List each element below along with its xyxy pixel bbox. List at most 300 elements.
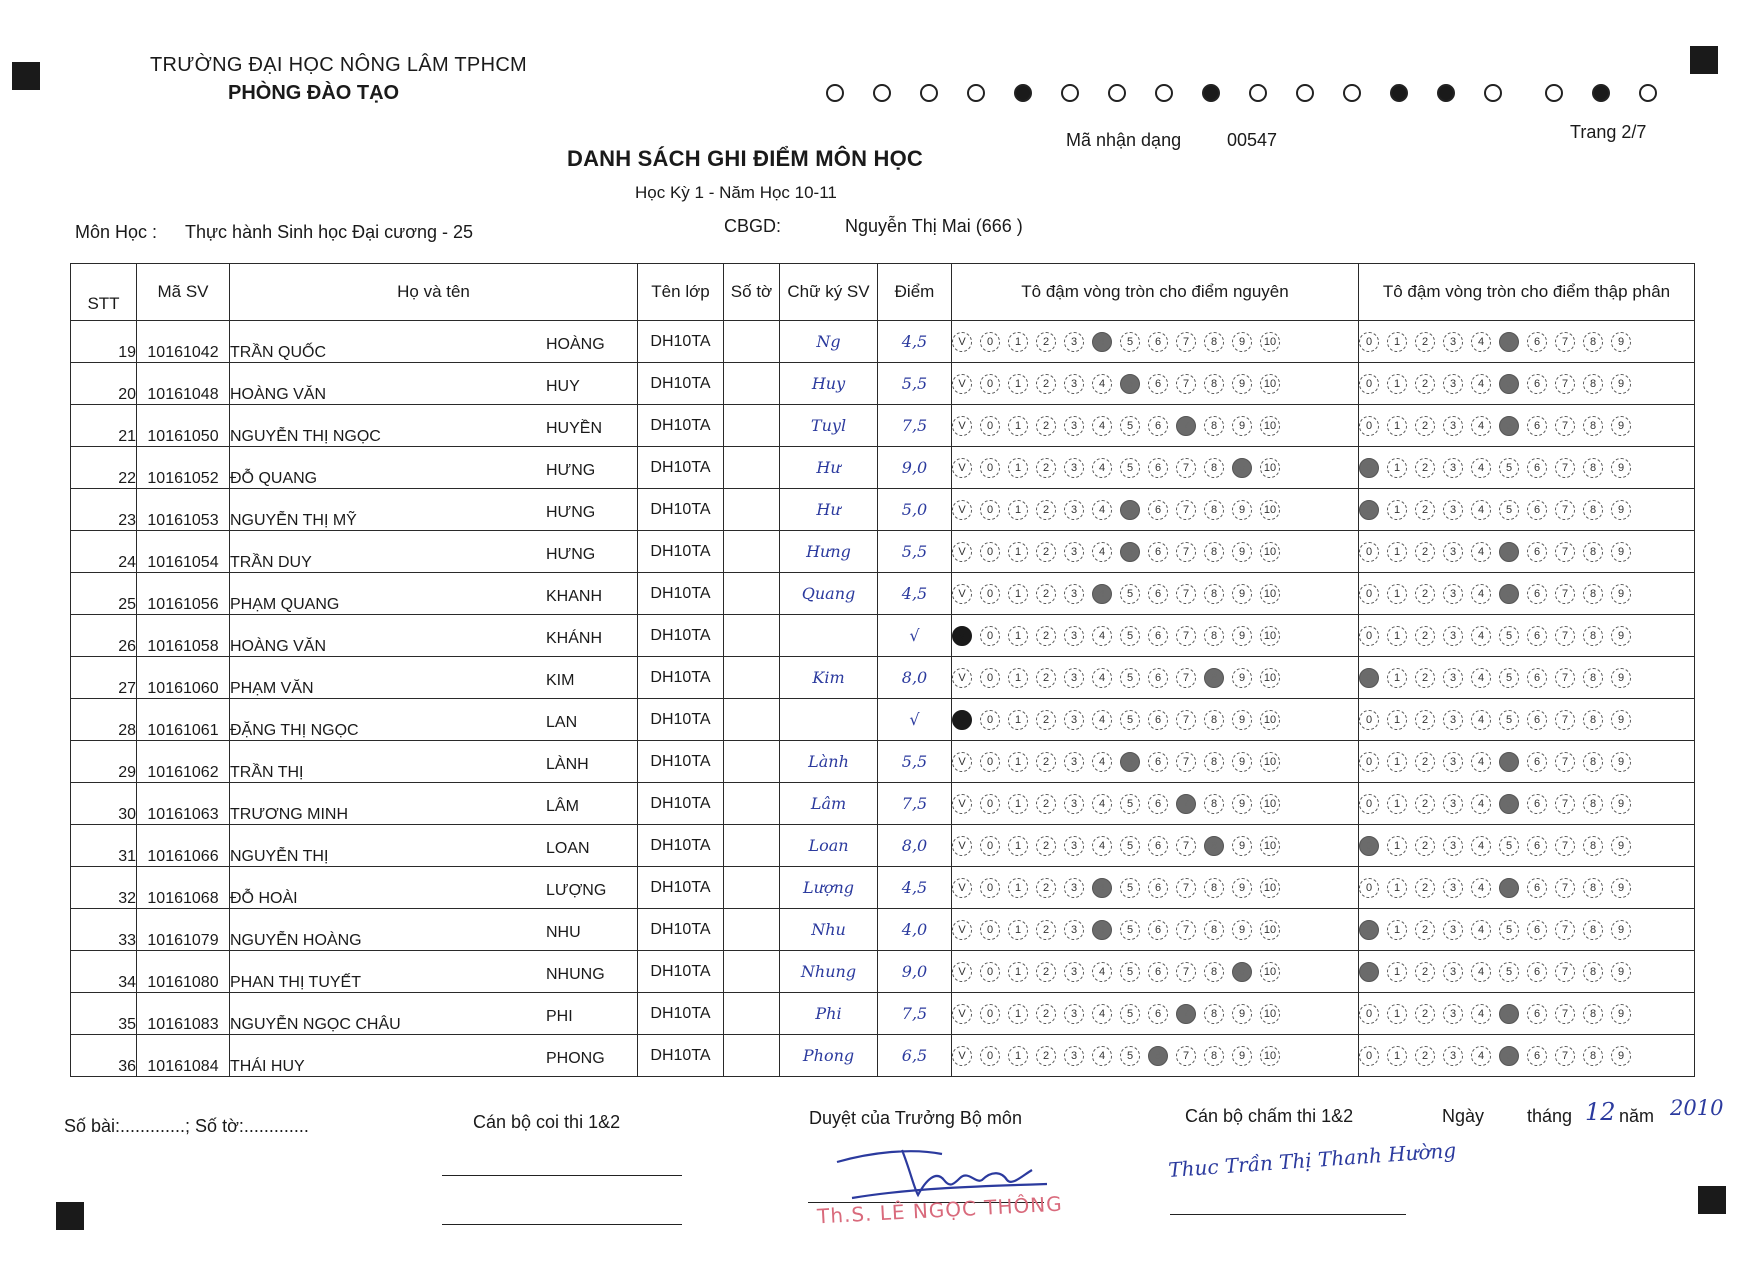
integer-bubble[interactable]: 1 bbox=[1008, 920, 1028, 940]
decimal-bubble[interactable]: 6 bbox=[1527, 836, 1547, 856]
integer-bubble[interactable]: 0 bbox=[980, 668, 1000, 688]
decimal-bubble[interactable]: 1 bbox=[1387, 500, 1407, 520]
integer-bubble[interactable]: 4 bbox=[1092, 584, 1112, 604]
integer-bubble[interactable]: 6 bbox=[1148, 794, 1168, 814]
decimal-bubble[interactable]: 2 bbox=[1415, 962, 1435, 982]
decimal-bubble[interactable]: 2 bbox=[1415, 710, 1435, 730]
integer-bubble[interactable]: 7 bbox=[1176, 500, 1196, 520]
decimal-bubble[interactable]: 2 bbox=[1415, 836, 1435, 856]
decimal-bubble[interactable]: 4 bbox=[1471, 920, 1491, 940]
integer-bubble[interactable]: 8 bbox=[1204, 836, 1224, 856]
decimal-bubble[interactable]: 7 bbox=[1555, 416, 1575, 436]
integer-bubble[interactable]: V bbox=[952, 710, 972, 730]
integer-bubble[interactable]: 8 bbox=[1204, 416, 1224, 436]
decimal-bubble[interactable]: 3 bbox=[1443, 332, 1463, 352]
integer-bubble[interactable]: 4 bbox=[1092, 710, 1112, 730]
integer-bubble[interactable]: V bbox=[952, 458, 972, 478]
decimal-bubble[interactable]: 0 bbox=[1359, 584, 1379, 604]
integer-bubble[interactable]: 1 bbox=[1008, 1004, 1028, 1024]
decimal-bubble[interactable]: 5 bbox=[1499, 584, 1519, 604]
decimal-bubble[interactable]: 1 bbox=[1387, 542, 1407, 562]
integer-bubble[interactable]: 7 bbox=[1176, 416, 1196, 436]
integer-bubble[interactable]: 0 bbox=[980, 500, 1000, 520]
decimal-bubble[interactable]: 8 bbox=[1583, 920, 1603, 940]
integer-bubble[interactable]: 8 bbox=[1204, 584, 1224, 604]
integer-bubble[interactable]: 10 bbox=[1260, 542, 1280, 562]
decimal-bubble[interactable]: 3 bbox=[1443, 584, 1463, 604]
integer-bubble[interactable]: 9 bbox=[1232, 332, 1252, 352]
decimal-bubble[interactable]: 8 bbox=[1583, 710, 1603, 730]
decimal-bubble[interactable]: 7 bbox=[1555, 668, 1575, 688]
integer-bubble[interactable]: 7 bbox=[1176, 752, 1196, 772]
decimal-bubble[interactable]: 0 bbox=[1359, 1046, 1379, 1066]
integer-bubble[interactable]: 5 bbox=[1120, 836, 1140, 856]
decimal-bubble[interactable]: 9 bbox=[1611, 626, 1631, 646]
integer-bubble[interactable]: 6 bbox=[1148, 584, 1168, 604]
decimal-bubble[interactable]: 0 bbox=[1359, 1004, 1379, 1024]
integer-bubble[interactable]: 9 bbox=[1232, 962, 1252, 982]
integer-bubble[interactable]: 4 bbox=[1092, 1004, 1112, 1024]
integer-bubble[interactable]: 6 bbox=[1148, 962, 1168, 982]
decimal-bubble[interactable]: 7 bbox=[1555, 710, 1575, 730]
integer-bubble[interactable]: 6 bbox=[1148, 836, 1168, 856]
integer-bubble[interactable]: 0 bbox=[980, 332, 1000, 352]
decimal-bubble[interactable]: 3 bbox=[1443, 920, 1463, 940]
integer-bubble[interactable]: 1 bbox=[1008, 500, 1028, 520]
decimal-bubble[interactable]: 7 bbox=[1555, 584, 1575, 604]
integer-bubble[interactable]: 7 bbox=[1176, 836, 1196, 856]
decimal-bubble[interactable]: 4 bbox=[1471, 374, 1491, 394]
integer-bubble[interactable]: V bbox=[952, 752, 972, 772]
integer-bubble[interactable]: 3 bbox=[1064, 416, 1084, 436]
integer-bubble[interactable]: 5 bbox=[1120, 374, 1140, 394]
decimal-bubble[interactable]: 4 bbox=[1471, 458, 1491, 478]
decimal-bubble[interactable]: 9 bbox=[1611, 836, 1631, 856]
integer-bubble[interactable]: 1 bbox=[1008, 332, 1028, 352]
integer-bubble[interactable]: 10 bbox=[1260, 374, 1280, 394]
decimal-bubble[interactable]: 0 bbox=[1359, 332, 1379, 352]
integer-bubble[interactable]: 5 bbox=[1120, 626, 1140, 646]
decimal-bubble[interactable]: 5 bbox=[1499, 710, 1519, 730]
decimal-bubble[interactable]: 3 bbox=[1443, 458, 1463, 478]
integer-bubble[interactable]: 10 bbox=[1260, 836, 1280, 856]
integer-bubble[interactable]: 1 bbox=[1008, 962, 1028, 982]
decimal-bubble[interactable]: 6 bbox=[1527, 1004, 1547, 1024]
integer-bubble[interactable]: V bbox=[952, 626, 972, 646]
decimal-bubble[interactable]: 3 bbox=[1443, 710, 1463, 730]
decimal-bubble[interactable]: 8 bbox=[1583, 458, 1603, 478]
integer-bubble[interactable]: 4 bbox=[1092, 374, 1112, 394]
decimal-bubble[interactable]: 4 bbox=[1471, 710, 1491, 730]
integer-bubble[interactable]: 5 bbox=[1120, 962, 1140, 982]
decimal-bubble[interactable]: 8 bbox=[1583, 836, 1603, 856]
decimal-bubble[interactable]: 8 bbox=[1583, 626, 1603, 646]
integer-bubble[interactable]: 9 bbox=[1232, 584, 1252, 604]
decimal-bubble[interactable]: 3 bbox=[1443, 1046, 1463, 1066]
decimal-bubble[interactable]: 3 bbox=[1443, 542, 1463, 562]
integer-bubble[interactable]: 4 bbox=[1092, 836, 1112, 856]
decimal-bubble[interactable]: 6 bbox=[1527, 752, 1547, 772]
decimal-bubble[interactable]: 5 bbox=[1499, 794, 1519, 814]
integer-bubble[interactable]: V bbox=[952, 374, 972, 394]
integer-bubble[interactable]: 10 bbox=[1260, 1046, 1280, 1066]
integer-bubble[interactable]: 10 bbox=[1260, 626, 1280, 646]
decimal-bubble[interactable]: 7 bbox=[1555, 920, 1575, 940]
decimal-bubble[interactable]: 3 bbox=[1443, 794, 1463, 814]
decimal-bubble[interactable]: 5 bbox=[1499, 542, 1519, 562]
decimal-bubble[interactable]: 2 bbox=[1415, 626, 1435, 646]
integer-bubble[interactable]: 4 bbox=[1092, 794, 1112, 814]
integer-bubble[interactable]: 6 bbox=[1148, 500, 1168, 520]
decimal-bubble[interactable]: 3 bbox=[1443, 626, 1463, 646]
integer-bubble[interactable]: 8 bbox=[1204, 1004, 1224, 1024]
integer-bubble[interactable]: 2 bbox=[1036, 1004, 1056, 1024]
integer-bubble[interactable]: V bbox=[952, 962, 972, 982]
integer-bubble[interactable]: V bbox=[952, 332, 972, 352]
decimal-bubble[interactable]: 9 bbox=[1611, 752, 1631, 772]
decimal-bubble[interactable]: 0 bbox=[1359, 500, 1379, 520]
decimal-bubble[interactable]: 8 bbox=[1583, 332, 1603, 352]
decimal-bubble[interactable]: 9 bbox=[1611, 920, 1631, 940]
decimal-bubble[interactable]: 7 bbox=[1555, 458, 1575, 478]
integer-bubble[interactable]: 8 bbox=[1204, 374, 1224, 394]
integer-bubble[interactable]: V bbox=[952, 416, 972, 436]
integer-bubble[interactable]: 8 bbox=[1204, 458, 1224, 478]
decimal-bubble[interactable]: 5 bbox=[1499, 668, 1519, 688]
integer-bubble[interactable]: 10 bbox=[1260, 920, 1280, 940]
decimal-bubble[interactable]: 7 bbox=[1555, 794, 1575, 814]
decimal-bubble[interactable]: 5 bbox=[1499, 374, 1519, 394]
integer-bubble[interactable]: 6 bbox=[1148, 668, 1168, 688]
integer-bubble[interactable]: 0 bbox=[980, 626, 1000, 646]
decimal-bubble[interactable]: 4 bbox=[1471, 668, 1491, 688]
decimal-bubble[interactable]: 5 bbox=[1499, 962, 1519, 982]
integer-bubble[interactable]: 10 bbox=[1260, 668, 1280, 688]
decimal-bubble[interactable]: 4 bbox=[1471, 626, 1491, 646]
decimal-bubble[interactable]: 7 bbox=[1555, 962, 1575, 982]
integer-bubble[interactable]: 2 bbox=[1036, 626, 1056, 646]
integer-bubble[interactable]: 7 bbox=[1176, 374, 1196, 394]
integer-bubble[interactable]: 0 bbox=[980, 458, 1000, 478]
decimal-bubble[interactable]: 5 bbox=[1499, 1004, 1519, 1024]
integer-bubble[interactable]: 5 bbox=[1120, 1004, 1140, 1024]
integer-bubble[interactable]: 6 bbox=[1148, 458, 1168, 478]
integer-bubble[interactable]: 7 bbox=[1176, 458, 1196, 478]
decimal-bubble[interactable]: 9 bbox=[1611, 458, 1631, 478]
integer-bubble[interactable]: 9 bbox=[1232, 458, 1252, 478]
integer-bubble[interactable]: 6 bbox=[1148, 626, 1168, 646]
decimal-bubble[interactable]: 1 bbox=[1387, 584, 1407, 604]
integer-bubble[interactable]: 10 bbox=[1260, 458, 1280, 478]
integer-bubble[interactable]: 10 bbox=[1260, 710, 1280, 730]
integer-bubble[interactable]: 0 bbox=[980, 374, 1000, 394]
decimal-bubble[interactable]: 1 bbox=[1387, 1046, 1407, 1066]
integer-bubble[interactable]: 9 bbox=[1232, 920, 1252, 940]
decimal-bubble[interactable]: 7 bbox=[1555, 542, 1575, 562]
integer-bubble[interactable]: 9 bbox=[1232, 794, 1252, 814]
integer-bubble[interactable]: 10 bbox=[1260, 794, 1280, 814]
decimal-bubble[interactable]: 2 bbox=[1415, 1004, 1435, 1024]
integer-bubble[interactable]: V bbox=[952, 1046, 972, 1066]
integer-bubble[interactable]: 3 bbox=[1064, 542, 1084, 562]
integer-bubble[interactable]: 2 bbox=[1036, 1046, 1056, 1066]
decimal-bubble[interactable]: 1 bbox=[1387, 962, 1407, 982]
integer-bubble[interactable]: 4 bbox=[1092, 1046, 1112, 1066]
integer-bubble[interactable]: 3 bbox=[1064, 878, 1084, 898]
decimal-bubble[interactable]: 8 bbox=[1583, 1046, 1603, 1066]
decimal-bubble[interactable]: 7 bbox=[1555, 626, 1575, 646]
integer-bubble[interactable]: 8 bbox=[1204, 962, 1224, 982]
integer-bubble[interactable]: 9 bbox=[1232, 668, 1252, 688]
decimal-bubble[interactable]: 6 bbox=[1527, 626, 1547, 646]
decimal-bubble[interactable]: 0 bbox=[1359, 710, 1379, 730]
decimal-bubble[interactable]: 6 bbox=[1527, 878, 1547, 898]
decimal-bubble[interactable]: 5 bbox=[1499, 920, 1519, 940]
decimal-bubble[interactable]: 1 bbox=[1387, 752, 1407, 772]
decimal-bubble[interactable]: 8 bbox=[1583, 500, 1603, 520]
integer-bubble[interactable]: 10 bbox=[1260, 1004, 1280, 1024]
decimal-bubble[interactable]: 6 bbox=[1527, 920, 1547, 940]
decimal-bubble[interactable]: 4 bbox=[1471, 500, 1491, 520]
integer-bubble[interactable]: 9 bbox=[1232, 416, 1252, 436]
integer-bubble[interactable]: 5 bbox=[1120, 542, 1140, 562]
integer-bubble[interactable]: 5 bbox=[1120, 1046, 1140, 1066]
integer-bubble[interactable]: 1 bbox=[1008, 416, 1028, 436]
decimal-bubble[interactable]: 9 bbox=[1611, 416, 1631, 436]
integer-bubble[interactable]: 0 bbox=[980, 584, 1000, 604]
decimal-bubble[interactable]: 0 bbox=[1359, 920, 1379, 940]
integer-bubble[interactable]: 9 bbox=[1232, 500, 1252, 520]
integer-bubble[interactable]: 3 bbox=[1064, 836, 1084, 856]
decimal-bubble[interactable]: 4 bbox=[1471, 1004, 1491, 1024]
integer-bubble[interactable]: V bbox=[952, 1004, 972, 1024]
decimal-bubble[interactable]: 6 bbox=[1527, 710, 1547, 730]
decimal-bubble[interactable]: 4 bbox=[1471, 794, 1491, 814]
integer-bubble[interactable]: 9 bbox=[1232, 626, 1252, 646]
integer-bubble[interactable]: 5 bbox=[1120, 458, 1140, 478]
integer-bubble[interactable]: 2 bbox=[1036, 416, 1056, 436]
decimal-bubble[interactable]: 4 bbox=[1471, 836, 1491, 856]
decimal-bubble[interactable]: 1 bbox=[1387, 416, 1407, 436]
decimal-bubble[interactable]: 3 bbox=[1443, 836, 1463, 856]
integer-bubble[interactable]: 7 bbox=[1176, 668, 1196, 688]
integer-bubble[interactable]: 9 bbox=[1232, 542, 1252, 562]
integer-bubble[interactable]: 1 bbox=[1008, 878, 1028, 898]
integer-bubble[interactable]: 9 bbox=[1232, 710, 1252, 730]
integer-bubble[interactable]: 3 bbox=[1064, 458, 1084, 478]
integer-bubble[interactable]: 3 bbox=[1064, 710, 1084, 730]
integer-bubble[interactable]: 0 bbox=[980, 962, 1000, 982]
integer-bubble[interactable]: 2 bbox=[1036, 752, 1056, 772]
integer-bubble[interactable]: 8 bbox=[1204, 1046, 1224, 1066]
decimal-bubble[interactable]: 2 bbox=[1415, 584, 1435, 604]
integer-bubble[interactable]: 2 bbox=[1036, 878, 1056, 898]
integer-bubble[interactable]: 3 bbox=[1064, 1046, 1084, 1066]
decimal-bubble[interactable]: 8 bbox=[1583, 794, 1603, 814]
decimal-bubble[interactable]: 7 bbox=[1555, 1004, 1575, 1024]
decimal-bubble[interactable]: 6 bbox=[1527, 542, 1547, 562]
integer-bubble[interactable]: 6 bbox=[1148, 752, 1168, 772]
decimal-bubble[interactable]: 3 bbox=[1443, 1004, 1463, 1024]
decimal-bubble[interactable]: 6 bbox=[1527, 416, 1547, 436]
integer-bubble[interactable]: 5 bbox=[1120, 752, 1140, 772]
decimal-bubble[interactable]: 2 bbox=[1415, 416, 1435, 436]
decimal-bubble[interactable]: 5 bbox=[1499, 458, 1519, 478]
integer-bubble[interactable]: 3 bbox=[1064, 626, 1084, 646]
decimal-bubble[interactable]: 8 bbox=[1583, 752, 1603, 772]
decimal-bubble[interactable]: 5 bbox=[1499, 878, 1519, 898]
integer-bubble[interactable]: 8 bbox=[1204, 878, 1224, 898]
decimal-bubble[interactable]: 3 bbox=[1443, 374, 1463, 394]
integer-bubble[interactable]: 0 bbox=[980, 794, 1000, 814]
decimal-bubble[interactable]: 5 bbox=[1499, 752, 1519, 772]
decimal-bubble[interactable]: 6 bbox=[1527, 374, 1547, 394]
decimal-bubble[interactable]: 9 bbox=[1611, 794, 1631, 814]
decimal-bubble[interactable]: 2 bbox=[1415, 332, 1435, 352]
integer-bubble[interactable]: 4 bbox=[1092, 626, 1112, 646]
integer-bubble[interactable]: 0 bbox=[980, 710, 1000, 730]
decimal-bubble[interactable]: 9 bbox=[1611, 962, 1631, 982]
decimal-bubble[interactable]: 9 bbox=[1611, 584, 1631, 604]
integer-bubble[interactable]: 7 bbox=[1176, 920, 1196, 940]
decimal-bubble[interactable]: 1 bbox=[1387, 920, 1407, 940]
integer-bubble[interactable]: 4 bbox=[1092, 962, 1112, 982]
integer-bubble[interactable]: 9 bbox=[1232, 752, 1252, 772]
integer-bubble[interactable]: 5 bbox=[1120, 500, 1140, 520]
decimal-bubble[interactable]: 6 bbox=[1527, 1046, 1547, 1066]
decimal-bubble[interactable]: 8 bbox=[1583, 878, 1603, 898]
decimal-bubble[interactable]: 0 bbox=[1359, 752, 1379, 772]
integer-bubble[interactable]: V bbox=[952, 542, 972, 562]
decimal-bubble[interactable]: 8 bbox=[1583, 668, 1603, 688]
decimal-bubble[interactable]: 2 bbox=[1415, 458, 1435, 478]
integer-bubble[interactable]: 3 bbox=[1064, 500, 1084, 520]
integer-bubble[interactable]: 4 bbox=[1092, 542, 1112, 562]
integer-bubble[interactable]: 1 bbox=[1008, 1046, 1028, 1066]
integer-bubble[interactable]: 2 bbox=[1036, 500, 1056, 520]
decimal-bubble[interactable]: 1 bbox=[1387, 836, 1407, 856]
decimal-bubble[interactable]: 0 bbox=[1359, 458, 1379, 478]
integer-bubble[interactable]: V bbox=[952, 584, 972, 604]
decimal-bubble[interactable]: 7 bbox=[1555, 332, 1575, 352]
decimal-bubble[interactable]: 7 bbox=[1555, 374, 1575, 394]
decimal-bubble[interactable]: 6 bbox=[1527, 962, 1547, 982]
decimal-bubble[interactable]: 4 bbox=[1471, 962, 1491, 982]
decimal-bubble[interactable]: 1 bbox=[1387, 878, 1407, 898]
integer-bubble[interactable]: 3 bbox=[1064, 962, 1084, 982]
decimal-bubble[interactable]: 1 bbox=[1387, 332, 1407, 352]
integer-bubble[interactable]: 2 bbox=[1036, 794, 1056, 814]
decimal-bubble[interactable]: 7 bbox=[1555, 1046, 1575, 1066]
integer-bubble[interactable]: 1 bbox=[1008, 542, 1028, 562]
integer-bubble[interactable]: 4 bbox=[1092, 668, 1112, 688]
integer-bubble[interactable]: 9 bbox=[1232, 836, 1252, 856]
integer-bubble[interactable]: 7 bbox=[1176, 584, 1196, 604]
decimal-bubble[interactable]: 4 bbox=[1471, 584, 1491, 604]
decimal-bubble[interactable]: 7 bbox=[1555, 878, 1575, 898]
integer-bubble[interactable]: V bbox=[952, 794, 972, 814]
decimal-bubble[interactable]: 8 bbox=[1583, 374, 1603, 394]
integer-bubble[interactable]: 6 bbox=[1148, 1046, 1168, 1066]
integer-bubble[interactable]: 5 bbox=[1120, 920, 1140, 940]
decimal-bubble[interactable]: 6 bbox=[1527, 584, 1547, 604]
decimal-bubble[interactable]: 5 bbox=[1499, 626, 1519, 646]
integer-bubble[interactable]: 8 bbox=[1204, 710, 1224, 730]
decimal-bubble[interactable]: 8 bbox=[1583, 542, 1603, 562]
decimal-bubble[interactable]: 0 bbox=[1359, 626, 1379, 646]
integer-bubble[interactable]: 3 bbox=[1064, 1004, 1084, 1024]
integer-bubble[interactable]: 9 bbox=[1232, 878, 1252, 898]
integer-bubble[interactable]: 4 bbox=[1092, 752, 1112, 772]
integer-bubble[interactable]: 0 bbox=[980, 920, 1000, 940]
decimal-bubble[interactable]: 8 bbox=[1583, 1004, 1603, 1024]
integer-bubble[interactable]: 2 bbox=[1036, 836, 1056, 856]
decimal-bubble[interactable]: 9 bbox=[1611, 878, 1631, 898]
decimal-bubble[interactable]: 6 bbox=[1527, 794, 1547, 814]
decimal-bubble[interactable]: 6 bbox=[1527, 668, 1547, 688]
decimal-bubble[interactable]: 9 bbox=[1611, 1046, 1631, 1066]
integer-bubble[interactable]: 1 bbox=[1008, 794, 1028, 814]
decimal-bubble[interactable]: 5 bbox=[1499, 332, 1519, 352]
integer-bubble[interactable]: 1 bbox=[1008, 584, 1028, 604]
integer-bubble[interactable]: 7 bbox=[1176, 332, 1196, 352]
decimal-bubble[interactable]: 2 bbox=[1415, 752, 1435, 772]
integer-bubble[interactable]: 5 bbox=[1120, 794, 1140, 814]
integer-bubble[interactable]: 4 bbox=[1092, 416, 1112, 436]
integer-bubble[interactable]: 7 bbox=[1176, 626, 1196, 646]
decimal-bubble[interactable]: 4 bbox=[1471, 752, 1491, 772]
integer-bubble[interactable]: V bbox=[952, 836, 972, 856]
integer-bubble[interactable]: 0 bbox=[980, 1046, 1000, 1066]
integer-bubble[interactable]: 2 bbox=[1036, 332, 1056, 352]
integer-bubble[interactable]: 10 bbox=[1260, 500, 1280, 520]
integer-bubble[interactable]: 2 bbox=[1036, 374, 1056, 394]
integer-bubble[interactable]: 0 bbox=[980, 836, 1000, 856]
integer-bubble[interactable]: 4 bbox=[1092, 878, 1112, 898]
decimal-bubble[interactable]: 4 bbox=[1471, 416, 1491, 436]
decimal-bubble[interactable]: 2 bbox=[1415, 542, 1435, 562]
decimal-bubble[interactable]: 2 bbox=[1415, 794, 1435, 814]
integer-bubble[interactable]: 3 bbox=[1064, 752, 1084, 772]
decimal-bubble[interactable]: 0 bbox=[1359, 878, 1379, 898]
integer-bubble[interactable]: 2 bbox=[1036, 962, 1056, 982]
decimal-bubble[interactable]: 2 bbox=[1415, 374, 1435, 394]
decimal-bubble[interactable]: 9 bbox=[1611, 668, 1631, 688]
integer-bubble[interactable]: V bbox=[952, 920, 972, 940]
integer-bubble[interactable]: 5 bbox=[1120, 584, 1140, 604]
decimal-bubble[interactable]: 9 bbox=[1611, 1004, 1631, 1024]
decimal-bubble[interactable]: 4 bbox=[1471, 542, 1491, 562]
integer-bubble[interactable]: 10 bbox=[1260, 416, 1280, 436]
integer-bubble[interactable]: 1 bbox=[1008, 626, 1028, 646]
integer-bubble[interactable]: V bbox=[952, 878, 972, 898]
integer-bubble[interactable]: 5 bbox=[1120, 878, 1140, 898]
decimal-bubble[interactable]: 8 bbox=[1583, 584, 1603, 604]
decimal-bubble[interactable]: 6 bbox=[1527, 458, 1547, 478]
integer-bubble[interactable]: 7 bbox=[1176, 1004, 1196, 1024]
decimal-bubble[interactable]: 0 bbox=[1359, 542, 1379, 562]
decimal-bubble[interactable]: 0 bbox=[1359, 962, 1379, 982]
decimal-bubble[interactable]: 0 bbox=[1359, 416, 1379, 436]
decimal-bubble[interactable]: 9 bbox=[1611, 500, 1631, 520]
integer-bubble[interactable]: 3 bbox=[1064, 668, 1084, 688]
integer-bubble[interactable]: V bbox=[952, 500, 972, 520]
integer-bubble[interactable]: 0 bbox=[980, 752, 1000, 772]
integer-bubble[interactable]: 0 bbox=[980, 1004, 1000, 1024]
integer-bubble[interactable]: 0 bbox=[980, 542, 1000, 562]
integer-bubble[interactable]: 2 bbox=[1036, 920, 1056, 940]
decimal-bubble[interactable]: 6 bbox=[1527, 500, 1547, 520]
